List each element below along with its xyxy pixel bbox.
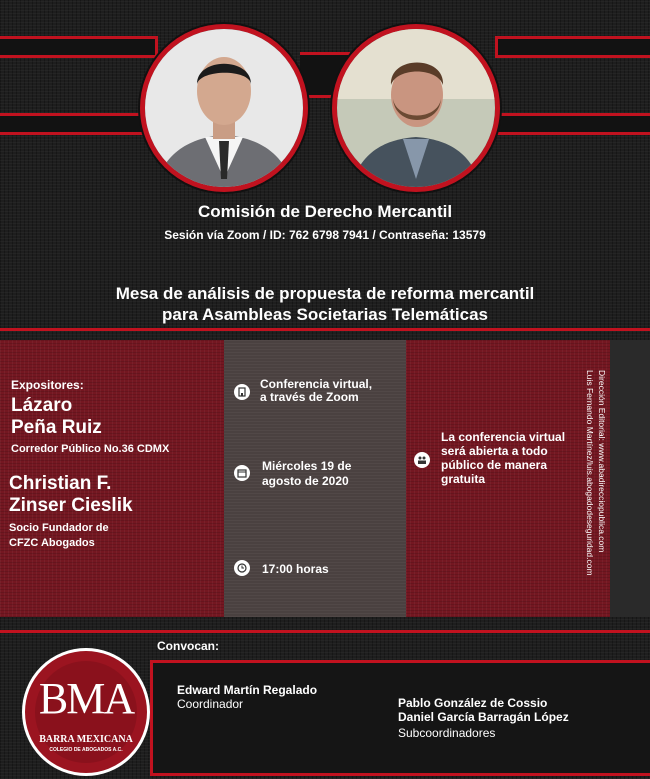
subcoordinator-role: Subcoordinadores <box>398 726 496 740</box>
ribbon-left-lower <box>0 113 153 135</box>
logo-subtitle: COLEGIO DE ABOGADOS A.C. <box>49 747 123 753</box>
speaker1-name-line1: Lázaro <box>11 395 73 416</box>
speaker1-photo <box>140 24 308 192</box>
speakers-label: Expositores: <box>11 378 84 392</box>
speaker1-name-line2: Peña Ruiz <box>11 417 102 438</box>
date-line1: Miércoles 19 de <box>262 459 352 473</box>
people-icon <box>414 452 430 468</box>
access-line1: La conferencia virtual <box>441 430 566 444</box>
building-icon <box>234 384 250 400</box>
divider-bottom <box>0 630 650 633</box>
format-line1: Conferencia virtual, <box>260 377 373 391</box>
speaker2-name-line1: Christian F. <box>9 473 112 494</box>
event-title-line1: Mesa de análisis de propuesta de reforma mercantil <box>115 284 535 303</box>
event-title <box>0 283 650 325</box>
speaker2-role-line1: Socio Fundador de <box>9 522 109 534</box>
commission-title: Comisión de Derecho Mercantil <box>197 202 453 221</box>
access-line4: gratuita <box>441 472 486 486</box>
speaker2-name-line2: Zinser Cieslik <box>9 495 133 516</box>
time-text: 17:00 horas <box>262 562 329 576</box>
access-line3: público de manera <box>441 458 548 472</box>
convocan-label: Convocan: <box>157 639 220 653</box>
speaker2-role-line2: CFZC Abogados <box>9 537 95 549</box>
coordinator-name: Edward Martín Regalado <box>177 683 318 697</box>
session-info: Sesión vía Zoom / ID: 762 6798 7941 / Contraseña: 13579 <box>164 228 486 242</box>
access-line2: será abierta a todo <box>441 444 548 458</box>
ribbon-left-upper <box>0 36 158 58</box>
format-line2: a través de Zoom <box>260 390 359 404</box>
ribbon-right-lower <box>495 113 650 135</box>
event-title-line2: para Asambleas Societarias Telemáticas <box>161 305 488 324</box>
logo-name: BARRA MEXICANA <box>39 734 133 745</box>
divider-top <box>0 328 650 331</box>
subcoordinator2-name: Daniel García Barragán López <box>398 710 569 724</box>
speaker2-photo <box>332 24 500 192</box>
side-credits <box>570 370 608 600</box>
coordinator-role: Coordinador <box>177 697 244 711</box>
side-band <box>610 340 650 617</box>
ribbon-right-upper <box>495 36 650 58</box>
clock-icon <box>234 560 250 576</box>
speaker1-role: Corredor Público No.36 CDMX <box>11 443 170 455</box>
subcoordinator1-name: Pablo González de Cossio <box>398 696 548 710</box>
side-credit-line1: Dirección Editorial: www.abadirecciopublica.com <box>597 370 607 553</box>
bma-logo <box>22 648 150 776</box>
date-line2: agosto de 2020 <box>262 474 349 488</box>
calendar-icon <box>234 465 250 481</box>
side-credit-line2: Luis Fernando Martínez/luis.abogadodeseguridad.com <box>585 370 595 576</box>
logo-letters: BMA <box>38 674 134 723</box>
